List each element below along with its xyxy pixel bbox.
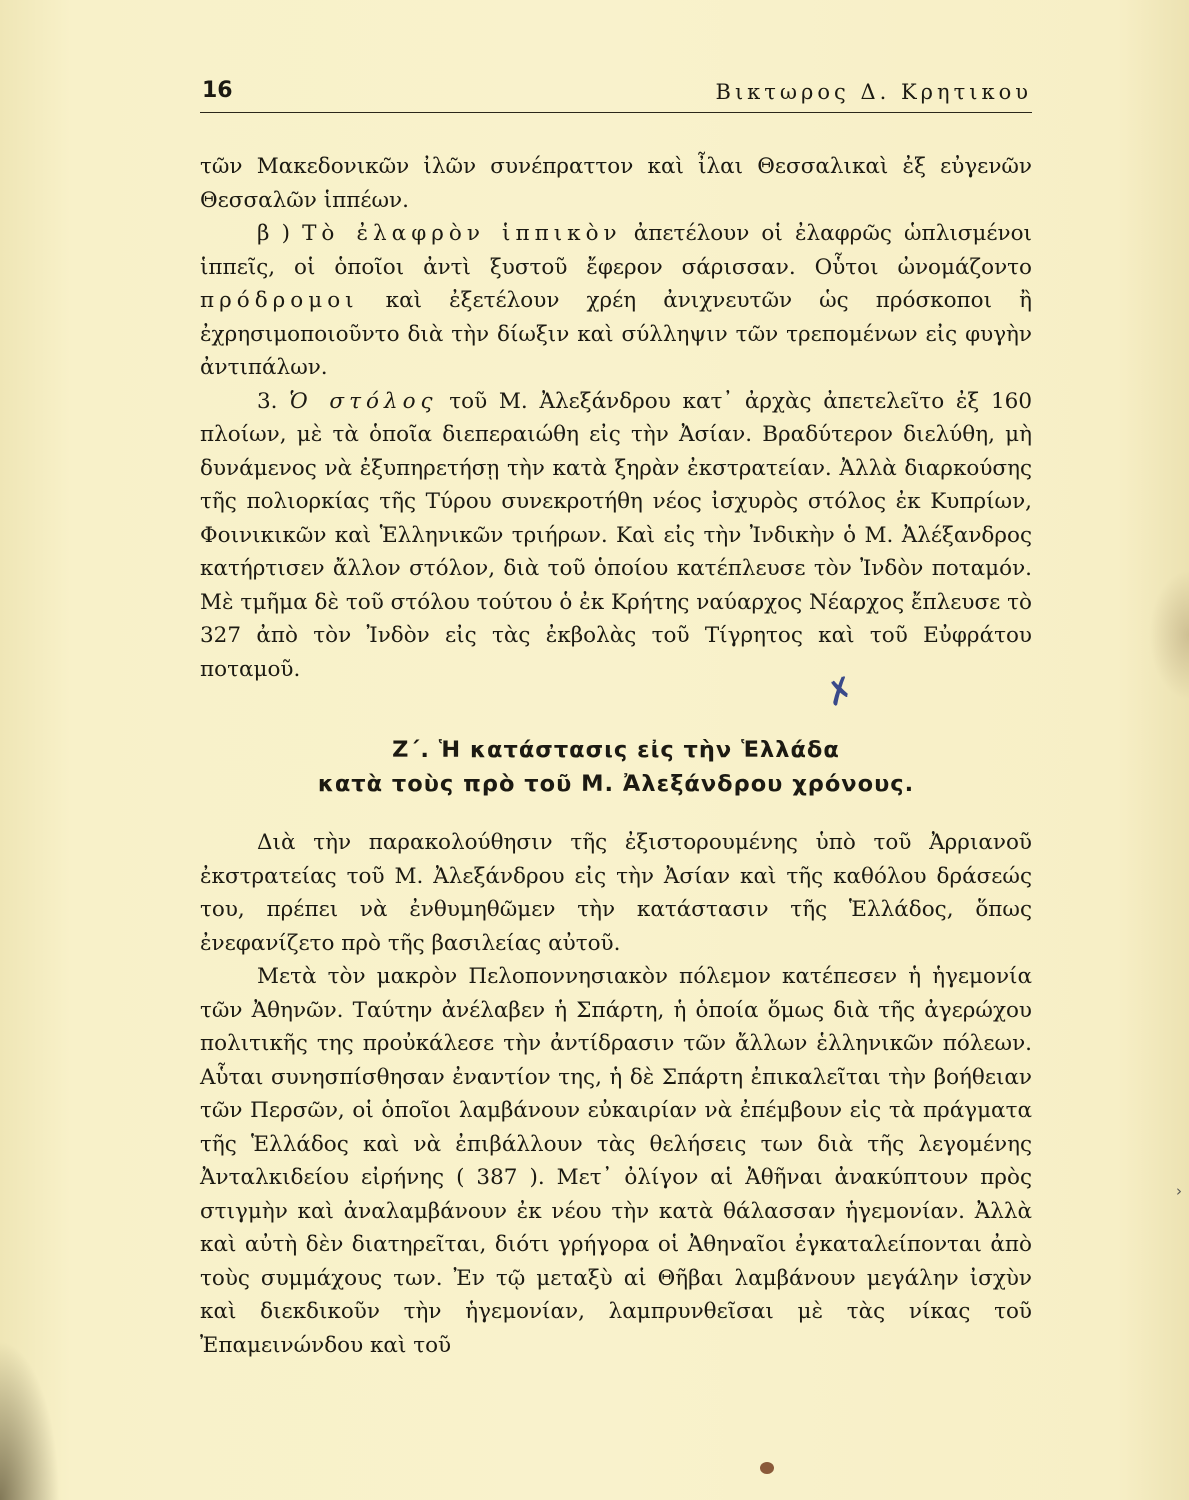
pen-mark-icon: ✗ xyxy=(820,668,861,716)
margin-mark-icon: › xyxy=(1176,1182,1182,1200)
spaced-term: Ὁ στόλος xyxy=(289,388,438,414)
paragraph-light-cavalry xyxy=(200,217,1032,385)
text-run: 3. xyxy=(257,388,290,414)
section-text-1 xyxy=(200,150,1032,686)
paragraph: Μετὰ τὸν μακρὸν Πελοποννησιακὸν πόλεμον κατέπεσεν ἡ ἡγεμονία τῶν Ἀθηνῶν. Ταύτην ἀνέλαβεν ἡ Σπάρτη, ἡ ὁποία ὅμως διὰ τῆς ἀγερώχου πολιτικῆς της προὐκάλεσε τὴν ἀντίδρασιν τῶν ἄλλων ἑλληνικῶν πόλεων. Αὗται συνησπίσθησαν ἐναντίον της, ἡ δὲ Σπάρτη ἐπικαλεῖται τὴν βοήθειαν τῶν Περσῶν, οἱ ὁποῖοι λαμβάνουν εὐκαιρίαν νὰ ἐπέμβουν εἰς τὰ πράγματα τῆς Ἑλλάδος καὶ νὰ ἐπιβάλλουν τὰς θελήσεις των διὰ τῆς λεγομένης Ἀνταλκιδείου εἰρήνης ( 387 ). Μετ᾽ ὀλίγον αἱ Ἀθῆναι ἀνακύπτουν πρὸς στιγμὴν καὶ ἀναλαμβάνουν ἐκ νέου τὴν κατὰ θάλασσαν ἡγεμονίαν. Ἀλλὰ καὶ αὐτὴ δὲν διατηρεῖται, διότι γρήγορα οἱ Ἀθηναῖοι ἐγκαταλείπονται ἀπὸ τοὺς συμμάχους των. Ἐν τῷ μεταξὺ αἱ Θῆβαι λαμβάνουν μεγάλην ἰσχὺν καὶ διεκδικοῦν τὴν ἡγεμονίαν, λαμπρυνθεῖσαι μὲ τὰς νίκας τοῦ Ἐπαμεινώνδου καὶ τοῦ xyxy=(200,964,1032,1358)
section-text-2 xyxy=(200,826,1032,1362)
heading-line: Ζ΄. Ἡ κατάστασις εἰς τὴν Ἑλλάδα xyxy=(392,737,840,763)
spaced-term: Τὸ ἐλαφρὸν ἱππικὸν xyxy=(302,221,622,246)
text-run: β ) xyxy=(257,221,303,246)
text-run: τοῦ Μ. Ἀλεξάνδρου κατ᾽ ἀρχὰς ἀπετελεῖτο ἐξ 160 πλοίων, μὲ τὰ ὁποῖα διεπεραιώθη εἰς τὴν Ἀσίαν. Βραδύτερον διελύθη, μὴ δυνάμενος νὰ ἐξυπηρετήσῃ τὴν κατὰ ξηρὰν ἐκστρατείαν. Ἀλλὰ διαρκούσης τῆς πολιορκίας τῆς Τύρου συνεκροτήθη νέος ἰσχυρὸς στόλος ἐκ Κυπρίων, Φοινικικῶν καὶ Ἑλληνικῶν τριήρων. Καὶ εἰς τὴν Ἰνδικὴν ὁ Μ. Ἀλέξανδρος κατήρτισεν ἄλλον στόλον, διὰ τοῦ ὁποίου κατέπλευσε τὸν Ἰνδὸν ποταμόν. Μὲ τμῆμα δὲ τοῦ στόλου τούτου ὁ ἐκ Κρήτης ναύαρχος Νέαρχος ἔπλευσε τὸ 327 ἀπὸ τὸν Ἰνδὸν εἰς τὰς ἐκβολὰς τοῦ Τίγρητος καὶ τοῦ Εὐφράτου ποταμοῦ. xyxy=(200,388,1032,682)
spaced-term: πρόδρομοι xyxy=(200,288,359,313)
page-number: 16 xyxy=(202,78,233,103)
paragraph-fleet xyxy=(200,385,1032,687)
ink-spot xyxy=(760,1462,774,1474)
paragraph: Διὰ τὴν παρακολούθησιν τῆς ἐξιστορουμένης ὑπὸ τοῦ Ἀρριανοῦ ἐκστρατείας τοῦ Μ. Ἀλεξάνδρου εἰς τὴν Ἀσίαν καὶ τῆς καθόλου δράσεώς του, πρέπει νὰ ἐνθυμηθῶμεν τὴν κατάστασιν τῆς Ἑλλάδος, ὅπως ἐνεφανίζετο πρὸ τῆς βασιλείας αὐτοῦ. xyxy=(200,830,1032,956)
paper-stain xyxy=(1149,570,1189,700)
paragraph: τῶν Μακεδονικῶν ἰλῶν συνέπραττον καὶ ἶλαι Θεσσαλικαὶ ἐξ εὐγενῶν Θεσσαλῶν ἱππέων. xyxy=(200,154,1032,213)
text-run: ἀπετέλουν οἱ ἐλαφρῶς ὡπλισμένοι ἱππεῖς, οἱ ὁποῖοι ἀντὶ ξυστοῦ ἔφερον σάρισσαν. Οὗτοι ὠνομάζοντο xyxy=(200,221,1032,280)
page-header xyxy=(200,78,1032,113)
heading-line: κατὰ τοὺς πρὸ τοῦ Μ. Ἀλεξάνδρου χρόνους. xyxy=(317,771,915,797)
page-edge-shadow xyxy=(0,1340,60,1500)
running-head: Βικτωρος Δ. Κρητικου xyxy=(715,80,1032,104)
text-run: καὶ ἐξετέλουν χρέη ἀνιχνευτῶν ὡς πρόσκοποι ἢ ἐχρησιμοποιοῦντο διὰ τὴν δίωξιν καὶ σύλληψιν τῶν τρεπομένων εἰς φυγὴν ἀντιπάλων. xyxy=(200,288,1032,380)
section-heading xyxy=(200,733,1032,801)
